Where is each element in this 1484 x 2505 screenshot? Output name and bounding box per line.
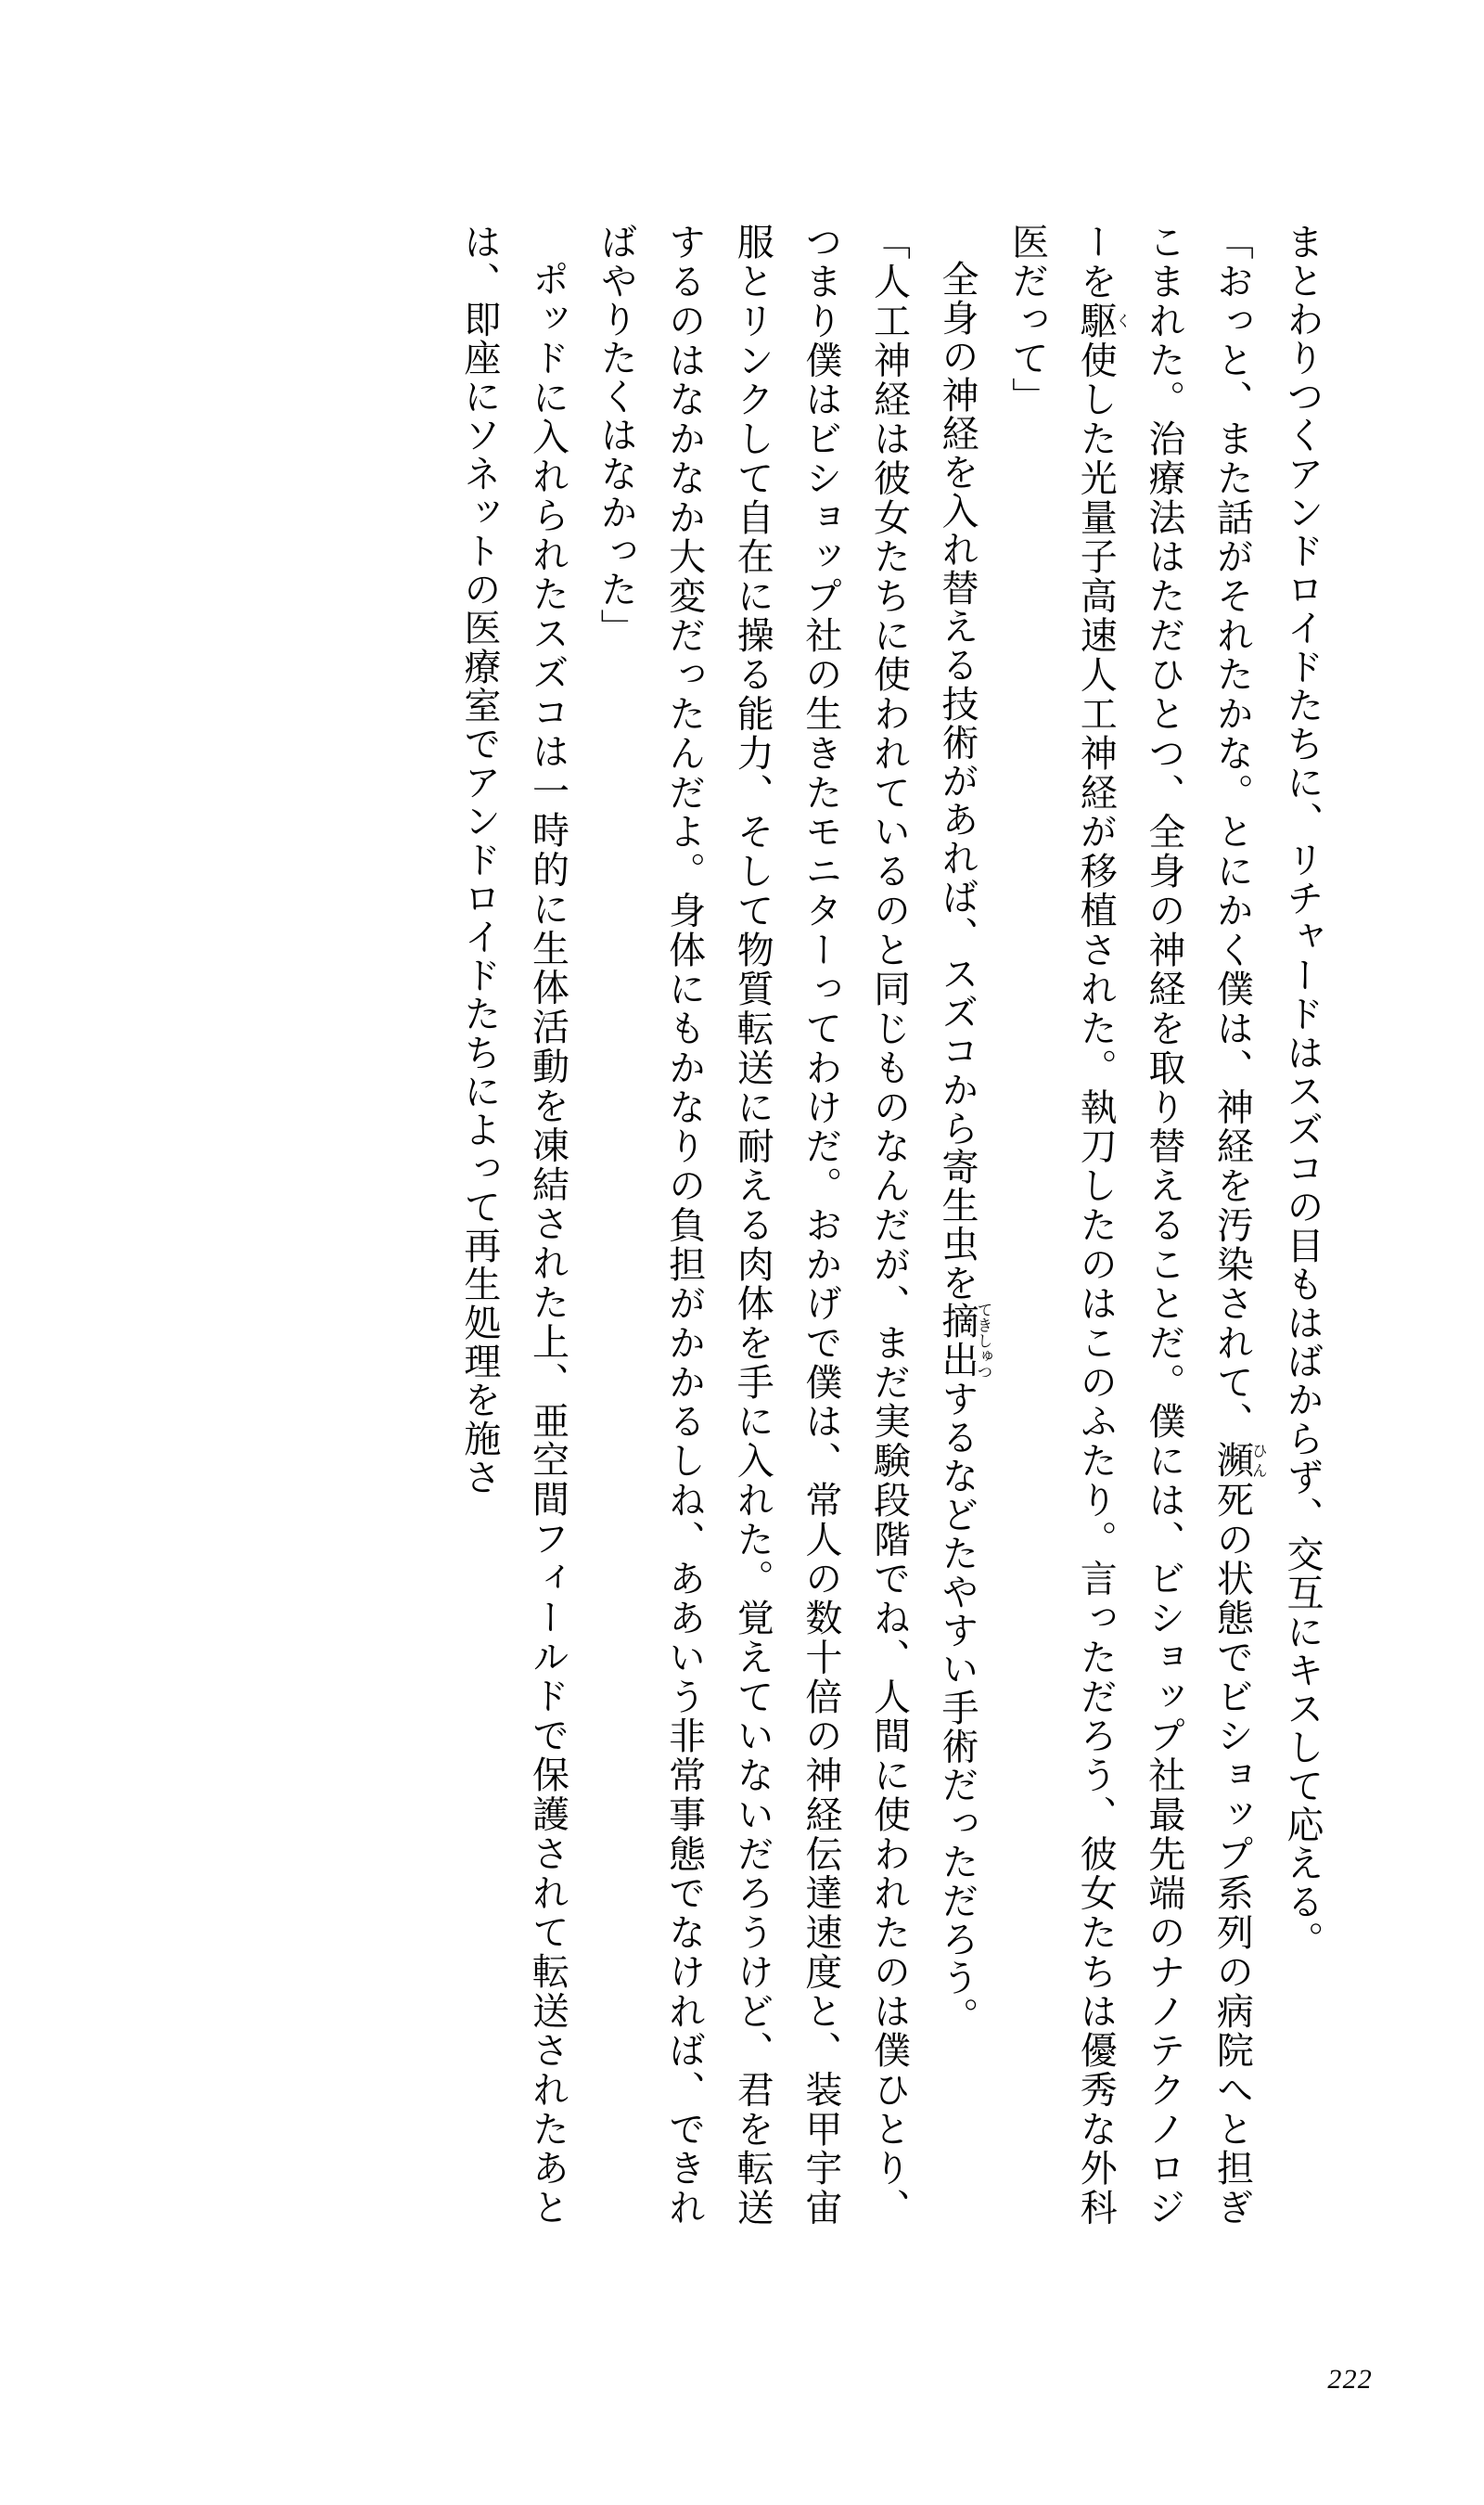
page-number: 222 [1327, 2364, 1373, 2395]
paragraph-3: 全身の神経を入れ替える技術があれば、スズコから寄生虫を摘出てきしゅつするなどたやすい手術だっただろう。 [936, 260, 994, 2036]
paragraph-2: 「おっと、また話がそれたかな。とにかく僕は、神経を汚染されて、瀕ひん死の状態でビショップ系列の病院へと担ぎこまれた。治療法はただひとつ、全身の神経を取り替えることだ。僕には、ビショップ社最先端のナノテクノロジーを駆く使した光量子高速人工神経が移植された。執刀したのはこのふたり。言っただろう、彼女たちは優秀な外科医だって」 [1005, 223, 1269, 2227]
ruby-hinshi: 瀕ひん [1210, 1441, 1269, 1481]
paragraph-4: 「人工神経は彼女たちに使われているのと同じものなんだが、まだ実験段階でね、人間に使われたのは僕ひとり、つまり僕はビショップ社の生きたモニターってわけだ。おかげで僕は、常人の数十倍の神経伝達速度と、装甲宇宙服とリンクして自在に操る能力、そして物質転送に耐える肉体を手に入れた。覚えていないだろうけど、君を転送するのはなかなか大変だったんだよ。身体にもかなりの負担がかかるしね、ああいう非常事態でなければ、できればやりたくはなかった」 [595, 223, 911, 2227]
page-body-text [167, 223, 1336, 2227]
ruby-tekishutsu: 摘出てきしゅつ [936, 1302, 994, 1380]
paragraph-1: まとわりつくアンドロイドたちに、リチャードはスズコの目もはばからず、交互にキスして応える。 [1281, 223, 1324, 1959]
paragraph-5: ポッドに入れられたスズコは一時的に生体活動を凍結された上、亜空間フィールドで保護されて転送されたあとは、即座にソネットの医療室でアンドロイドたちによって再生処理を施さ [457, 223, 569, 2227]
ruby-ku: 駆く [1074, 301, 1132, 341]
